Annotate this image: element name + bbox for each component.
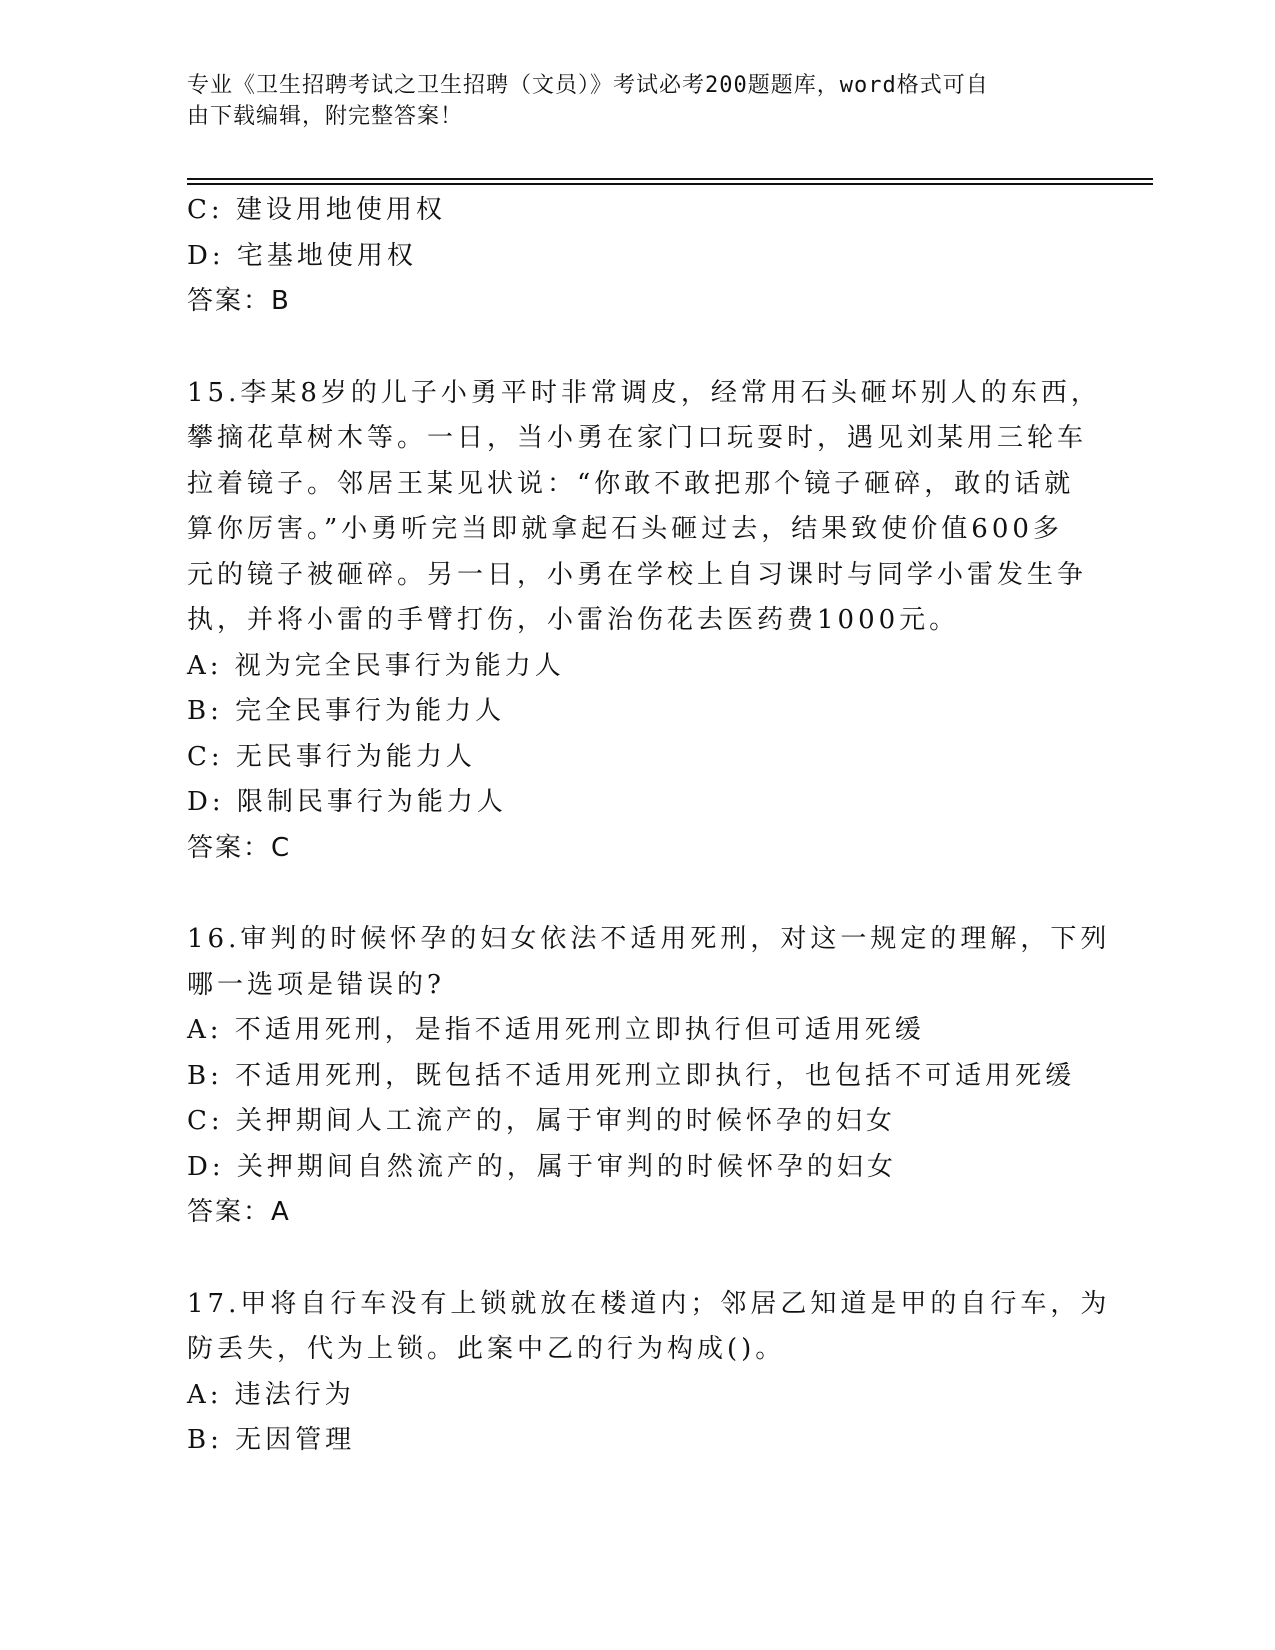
previous-question-tail xyxy=(187,188,1087,325)
question-15 xyxy=(187,371,1101,872)
spacer xyxy=(187,871,1087,917)
stem-line: 执，并将小雷的手臂打伤，小雷治伤花去医药费1000元。 xyxy=(187,605,960,635)
stem-line: 算你厉害。”小勇听完当即就拿起石头砸过去，结果致使价值600多 xyxy=(187,514,1063,544)
answer-line: 答案：B xyxy=(187,286,291,316)
header-divider-bottom xyxy=(187,183,1153,185)
stem-line: 哪一选项是错误的? xyxy=(187,969,445,1000)
question-stem xyxy=(187,917,1111,1008)
option-b: B: 不适用死刑，既包括不适用死刑立即执行，也包括不可适用死缓 xyxy=(187,1060,1076,1091)
question-stem xyxy=(187,371,1101,644)
header-divider-top xyxy=(187,178,1153,180)
option-d: D: 限制民事行为能力人 xyxy=(187,787,507,817)
spacer xyxy=(187,1236,1087,1282)
header-line-1: 专业《卫生招聘考试之卫生招聘（文员）》考试必考200题题库，word格式可自 xyxy=(187,73,989,98)
stem-line: 元的镜子被砸碎。另一日，小勇在学校上自习课时与同学小雷发生争 xyxy=(187,559,1088,590)
option-d: D: 关押期间自然流产的，属于审判的时候怀孕的妇女 xyxy=(187,1151,897,1182)
question-content xyxy=(187,188,1111,1464)
option-d: D: 宅基地使用权 xyxy=(187,240,417,271)
stem-line: 攀摘花草树木等。一日，当小勇在家门口玩耍时，遇见刘某用三轮车 xyxy=(187,423,1088,453)
stem-line: 拉着镜子。邻居王某见状说：“你敢不敢把那个镜子砸碎，敢的话就 xyxy=(187,468,1075,499)
header-line-2: 由下载编辑，附完整答案！ xyxy=(187,104,464,129)
option-a: A: 不适用死刑，是指不适用死刑立即执行但可适用死缓 xyxy=(187,1015,925,1045)
option-b: B: 无因管理 xyxy=(187,1425,356,1455)
stem-line: 16.审判的时候怀孕的妇女依法不适用死刑，对这一规定的理解，下列 xyxy=(187,924,1111,954)
option-c: C: 关押期间人工流产的，属于审判的时候怀孕的妇女 xyxy=(187,1106,896,1136)
answer-line: 答案：C xyxy=(187,832,292,863)
stem-line: 17.甲将自行车没有上锁就放在楼道内；邻居乙知道是甲的自行车，为 xyxy=(187,1288,1111,1319)
spacer xyxy=(187,325,1087,371)
question-16 xyxy=(187,917,1111,1236)
document-header xyxy=(187,70,1067,132)
option-b: B: 完全民事行为能力人 xyxy=(187,696,506,726)
option-a: A: 视为完全民事行为能力人 xyxy=(187,650,565,681)
question-17 xyxy=(187,1282,1111,1464)
question-stem xyxy=(187,1282,1111,1373)
stem-line: 15.李某8岁的儿子小勇平时非常调皮，经常用石头砸坏别人的东西， xyxy=(187,377,1101,408)
option-c: C: 建设用地使用权 xyxy=(187,195,446,225)
answer-line: 答案：A xyxy=(187,1197,291,1227)
option-c: C: 无民事行为能力人 xyxy=(187,741,476,772)
option-a: A: 违法行为 xyxy=(187,1379,355,1410)
stem-line: 防丢失，代为上锁。此案中乙的行为构成()。 xyxy=(187,1334,786,1364)
